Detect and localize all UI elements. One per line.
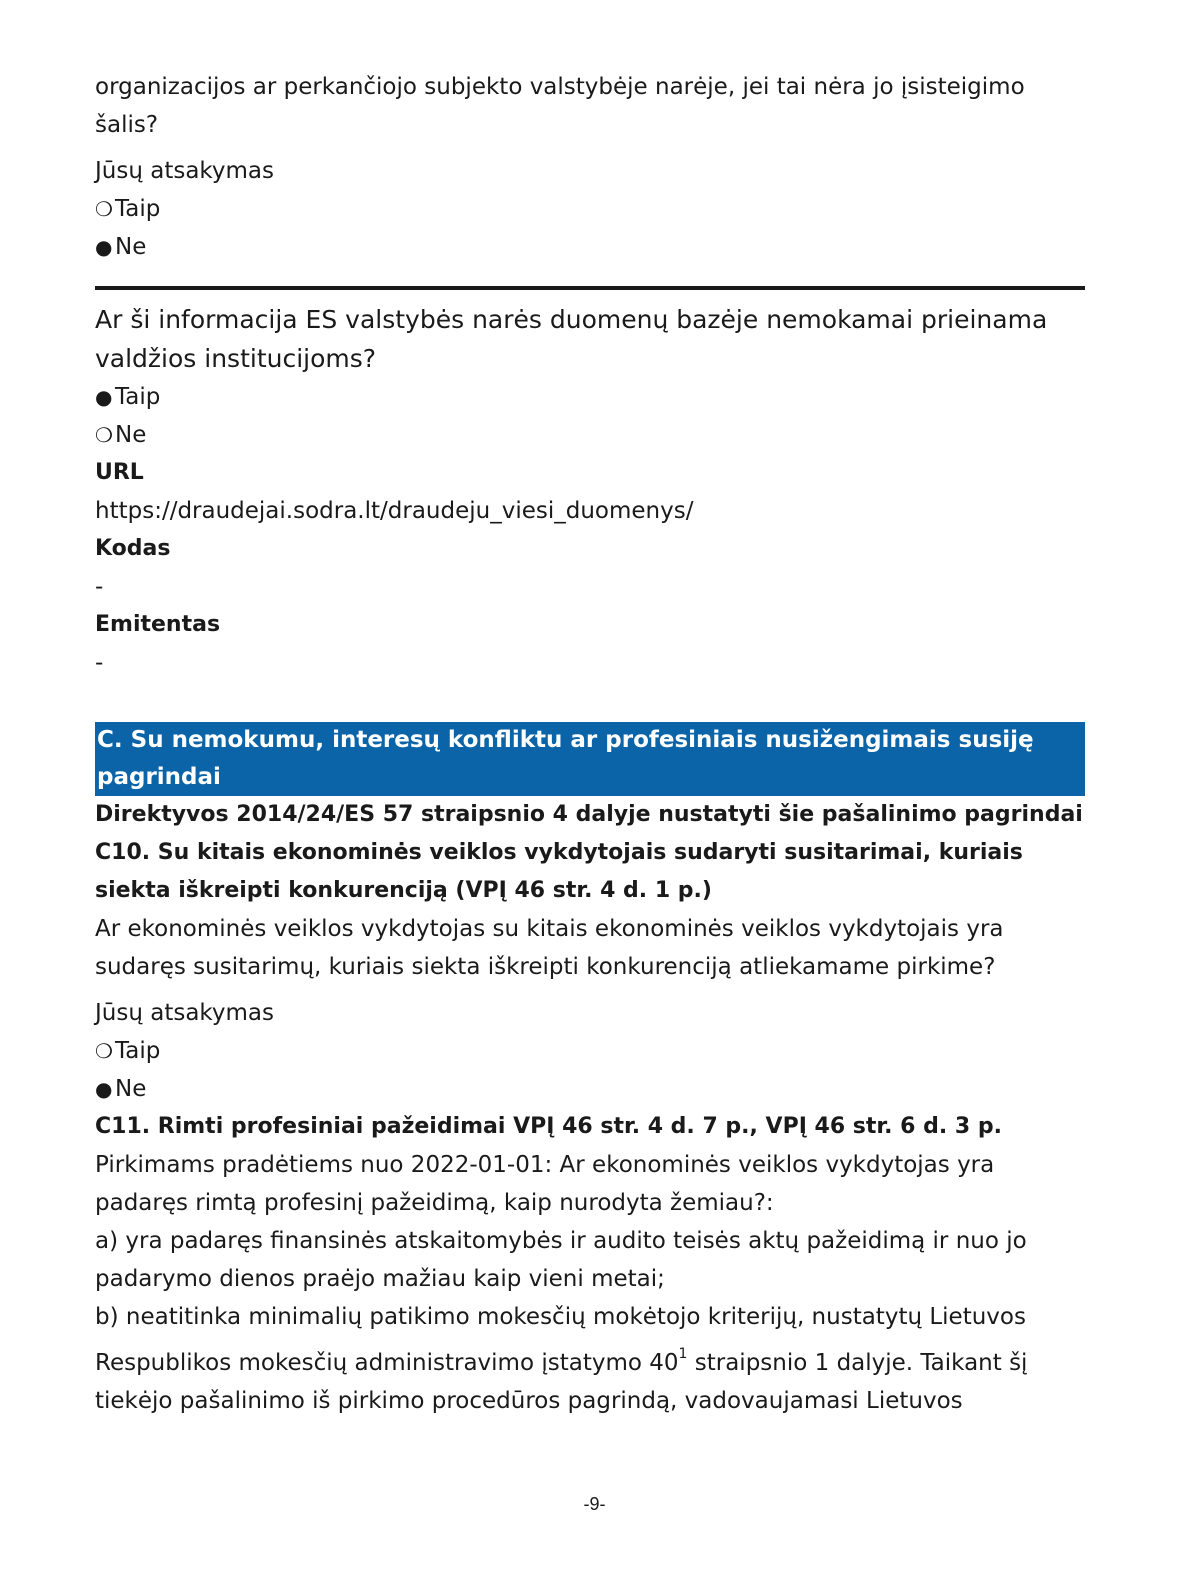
radio-empty-icon: ❍ xyxy=(95,197,113,221)
database-question: Ar ši informacija ES valstybės narės duomenų bazėje nemokamai prieinama valdžios institucijoms? xyxy=(95,305,1048,373)
c11-item-b xyxy=(95,1344,1085,1420)
radio-option-ne[interactable] xyxy=(95,416,1085,454)
radio-label: Ne xyxy=(115,422,147,448)
c11-title: C11. Rimti profesiniai pažeidimai VPĮ 46 str. 4 d. 7 p., VPĮ 46 str. 6 d. 3 p. xyxy=(95,1114,1002,1139)
question-tail-text: organizacijos ar perkančiojo subjekto valstybėje narėje, jei tai nėra jo įsisteigimo šalis? xyxy=(95,74,1025,138)
url-label: URL xyxy=(95,460,144,485)
code-label: Kodas xyxy=(95,536,171,561)
c11-item-b-post: straipsnio 1 dalyje. Taikant šį tiekėjo pašalinimo iš pirkimo procedūros pagrindą, vadovaujamasi Lietuvos xyxy=(95,1350,1028,1414)
answer-label: Jūsų atsakymas xyxy=(95,158,275,184)
radio-option-taip[interactable] xyxy=(95,378,1085,416)
radio-option-taip[interactable] xyxy=(95,1032,1085,1070)
radio-option-ne[interactable] xyxy=(95,228,1085,266)
radio-empty-icon: ❍ xyxy=(95,1039,113,1063)
radio-empty-icon: ❍ xyxy=(95,423,113,447)
code-value: - xyxy=(95,574,104,600)
c10-question: Ar ekonominės veiklos vykdytojas su kitais ekonominės veiklos vykdytojais yra sudaręs susitarimų, kuriais siekta iškreipti konkurenciją atliekamame pirkime? xyxy=(95,916,1004,980)
superscript: 1 xyxy=(678,1346,688,1362)
radio-filled-icon: ● xyxy=(95,235,113,259)
radio-filled-icon: ● xyxy=(95,1077,113,1101)
url-value[interactable]: https://draudejai.sodra.lt/draudeju_viesi_duomenys/ xyxy=(95,498,694,524)
issuer-label: Emitentas xyxy=(95,612,221,637)
radio-filled-icon: ● xyxy=(95,385,113,409)
c11-item-b-pre: Respublikos mokesčių administravimo įstatymo 40 xyxy=(95,1350,679,1376)
radio-label: Taip xyxy=(115,196,161,222)
answer-label: Jūsų atsakymas xyxy=(95,1000,275,1026)
radio-option-ne[interactable] xyxy=(95,1070,1085,1108)
issuer-value: - xyxy=(95,650,104,676)
c11-item-a: a) yra padaręs finansinės atskaitomybės ir audito teisės aktų pažeidimą ir nuo jo padarymo dienos praėjo mažiau kaip vieni metai; xyxy=(95,1228,1027,1292)
radio-label: Taip xyxy=(115,384,161,410)
c11-intro: Pirkimams pradėtiems nuo 2022-01-01: Ar ekonominės veiklos vykdytojas yra padaręs rimtą profesinį pažeidimą, kaip nurodyta žemiau?: xyxy=(95,1152,995,1216)
directive-heading: Direktyvos 2014/24/ES 57 straipsnio 4 dalyje nustatyti šie pašalinimo pagrindai xyxy=(95,802,1083,827)
page-number: -9- xyxy=(583,1494,606,1514)
section-c-header: C. Su nemokumu, interesų konfliktu ar profesiniais nusižengimais susiję pagrindai xyxy=(95,722,1085,796)
radio-label: Ne xyxy=(115,234,147,260)
divider xyxy=(95,286,1085,290)
radio-option-taip[interactable] xyxy=(95,190,1085,228)
c11-item-b-line1: b) neatitinka minimalių patikimo mokesčių mokėtojo kriterijų, nustatytų Lietuvos xyxy=(95,1304,1026,1330)
radio-label: Taip xyxy=(115,1038,161,1064)
document-page xyxy=(95,68,1085,1420)
radio-label: Ne xyxy=(115,1076,147,1102)
c10-title: C10. Su kitais ekonominės veiklos vykdytojais sudaryti susitarimai, kuriais siekta iškreipti konkurenciją (VPĮ 46 str. 4 d. 1 p.) xyxy=(95,840,1023,903)
